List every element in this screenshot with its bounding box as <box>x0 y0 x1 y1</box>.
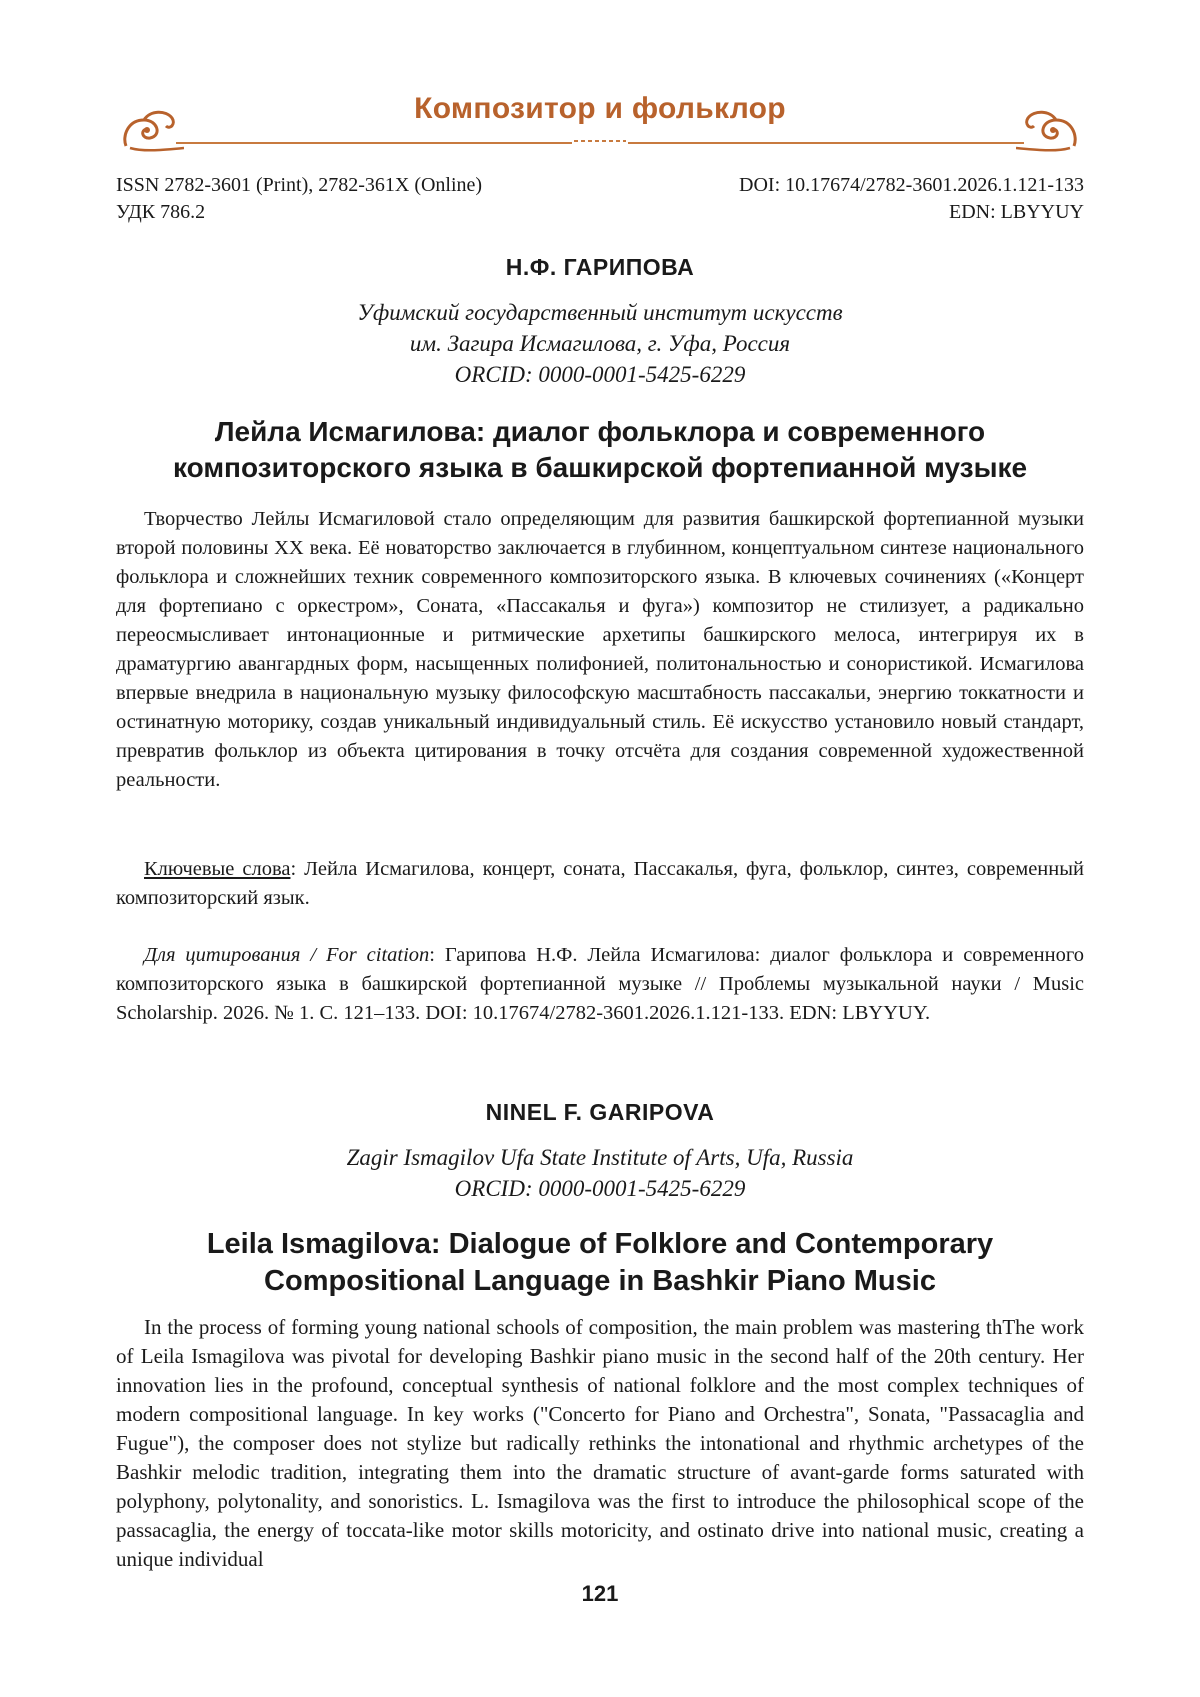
doi: DOI: 10.17674/2782-3601.2026.1.121-133 <box>739 174 1084 196</box>
title-line: Leila Ismagilova: Dialogue of Folklore and Contemporary <box>206 1228 994 1260</box>
citation-label: Для цитирования / For citation <box>144 944 430 966</box>
running-header <box>120 86 1080 156</box>
affiliation-en <box>116 1142 1084 1204</box>
keywords-text: : Лейла Исмагилова, концерт, соната, Пассакалья, фуга, фольклор, синтез, современный композиторский язык. <box>116 858 1084 909</box>
citation <box>116 941 1084 1028</box>
article-title-ru <box>116 414 1084 486</box>
udk: УДК 786.2 <box>116 201 206 223</box>
citation-text: : Гарипова Н.Ф. Лейла Исмагилова: диалог фольклора и современного композиторского языка в башкирской фортепианной музыке // Проблемы музыкальной науки / Music Scholarship. 2026. № 1. С. 121–133. DOI: 10.17674/2782-3601.2026.1.121-133. EDN: LBYYUY. <box>116 944 1084 1024</box>
affiliation-line: Уфимский государственный институт искусств <box>357 300 843 325</box>
title-line: Compositional Language in Bashkir Piano Music <box>264 1265 936 1297</box>
page-number: 121 <box>581 1581 619 1606</box>
article-metadata <box>116 172 1084 228</box>
author-ru: Н.Ф. ГАРИПОВА <box>505 254 695 280</box>
abstract-ru: Творчество Лейлы Исмагиловой стало определяющим для развития башкирской фортепианной музыки второй половины XX века. Её новаторство заключается в глубинном, концептуальном синтезе национального фольклора и сложнейших техник современного композиторского языка. В ключевых сочинениях («Концерт для фортепиано с оркестром», Соната, «Пассакалья и фуга») композитор не стилизует, а радикально переосмысливает интонационные и ритмические архетипы башкирского мелоса, интегрируя их в драматургию авангардных форм, насыщенных полифонией, политональностью и сонористикой. Исмагилова впервые внедрила в национальную музыку философскую масштабность пассакальи, энергию токкатности и остинатную моторику, создав уникальный индивидуальный стиль. Её искусство установило новый стандарт, превратив фольклор из объекта цитирования в точку отсчёта для создания современной художественной реальности. <box>116 508 1084 791</box>
orcid: ORCID: 0000-0001-5425-6229 <box>454 362 746 387</box>
title-line: композиторского языка в башкирской фортепианной музыке <box>172 452 1028 483</box>
keywords-label: Ключевые слова <box>144 858 291 880</box>
abstract-en: In the process of forming young national schools of composition, the main problem was mastering thThe work of Leila Ismagilova was pivotal for developing Bashkir piano music in the second half of the 20th century. Her innovation lies in the profound, conceptual synthesis of national folklore and the most complex techniques of modern compositional language. In key works ("Concerto for Piano and Orchestra", Sonata, "Passacaglia and Fugue"), the composer does not stylize but radically rethinks the intonational and rhythmic archetypes of the Bashkir melodic tradition, integrating them into the dramatic structure of avant-garde forms saturated with polyphony, polytonality, and sonoristics. L. Ismagilova was the first to introduce the philosophical scope of the passacaglia, the energy of toccata-like motor skills motoricity, and ostinato drive into national music, creating a unique individual <box>116 1315 1084 1571</box>
keywords-ru <box>116 855 1084 913</box>
edn: EDN: LBYYUY <box>949 201 1084 223</box>
rule-center-ornament-icon <box>572 136 628 146</box>
scroll-ornament-icon <box>1016 106 1080 152</box>
title-line: Лейла Исмагилова: диалог фольклора и современного <box>214 416 986 447</box>
article-title-en <box>116 1226 1084 1300</box>
affiliation-line: им. Загира Исмагилова, г. Уфа, Россия <box>409 331 791 356</box>
orcid: ORCID: 0000-0001-5425-6229 <box>454 1176 746 1201</box>
affiliation-ru <box>116 297 1084 390</box>
issn: ISSN 2782-3601 (Print), 2782-361X (Online) <box>116 174 483 196</box>
author-en: NINEL F. GARIPOVA <box>485 1099 715 1125</box>
section-title: Композитор и фольклор <box>414 92 786 125</box>
affiliation-line: Zagir Ismagilov Ufa State Institute of Arts, Ufa, Russia <box>346 1145 854 1170</box>
